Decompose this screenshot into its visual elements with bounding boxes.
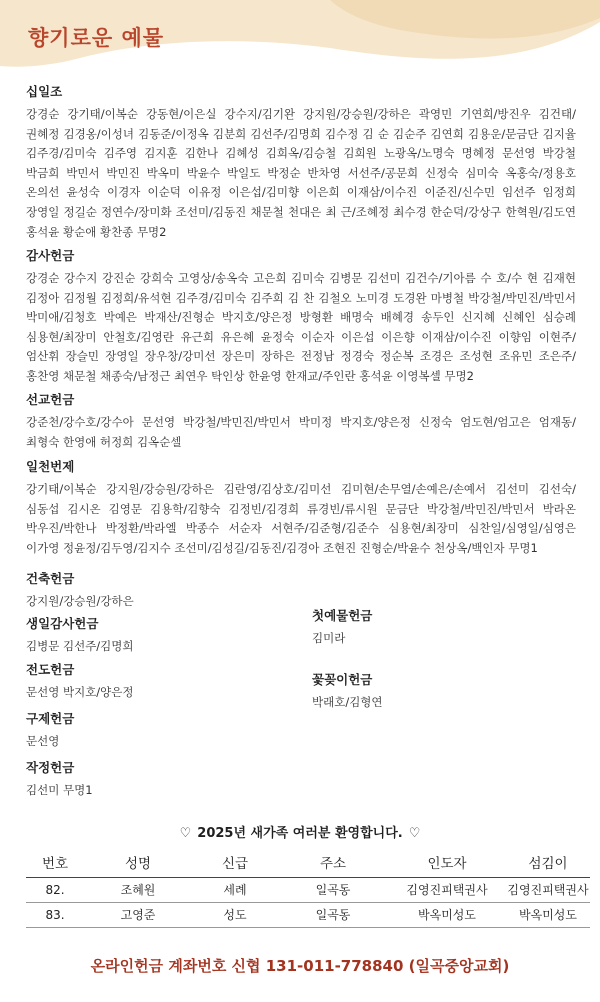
page-title: 향기로운 예물 xyxy=(28,26,165,50)
section-names: 박래호/김형연 xyxy=(312,695,383,709)
column-header: 성명 xyxy=(84,848,192,878)
first-offering-section xyxy=(312,606,572,649)
table-cell: 일곡동 xyxy=(278,903,388,928)
table-cell: 일곡동 xyxy=(278,878,388,903)
column-header: 번호 xyxy=(26,848,84,878)
section-title: 첫예물헌금 xyxy=(312,608,373,623)
table-cell: 세례 xyxy=(192,878,278,903)
table-cell: 고영준 xyxy=(84,903,192,928)
section-names: 문선영 xyxy=(26,734,60,748)
new-members-table xyxy=(26,848,590,928)
section-title: 작정헌금 xyxy=(26,760,75,775)
table-cell: 조혜원 xyxy=(84,878,192,903)
section-names: 강기태/이복순 강지원/강승원/강하은 김란영/김상호/김미선 김미현/손무열/손예은/손예서 김선미 김선숙/심동섭 김시온 김영문 김용학/김향숙 김정빈/김경희 류경빈/류시원 문금단 박강철/박민진/박민서 박라온 박우진/박한나 박정환/박라엘 박종수 서순자 서현주/김준형/김준수 심용현/최장미 심찬일/심영일/심영은 이가영 정윤정/김두영/김지수 조선미/김성길/김동진/김경아 조현진 진형순/박윤수 천상옥/백인자 무명1 xyxy=(26,482,576,555)
column-header: 주소 xyxy=(278,848,388,878)
table-cell: 82. xyxy=(26,878,84,903)
section-title: 감사헌금 xyxy=(26,248,75,263)
section-names: 문선영 박지호/양은정 xyxy=(26,685,134,699)
section-title: 생일감사헌금 xyxy=(26,616,99,631)
heart-icon: ♡ xyxy=(179,826,192,841)
section-names: 김미라 xyxy=(312,631,346,645)
section-title: 전도헌금 xyxy=(26,662,75,677)
section-title: 일천번제 xyxy=(26,459,75,474)
evangelism-section xyxy=(26,660,296,703)
table-cell: 박옥미성도 xyxy=(388,903,506,928)
column-header: 신급 xyxy=(192,848,278,878)
welcome-banner xyxy=(0,822,600,841)
table-cell: 성도 xyxy=(192,903,278,928)
section-names: 강준천/강수호/강수아 문선영 박강철/박민진/박민서 박미정 박지호/양은정 신정숙 엄도현/엄고은 엄재동/최형숙 한영애 허정희 김옥순셀 xyxy=(26,415,576,449)
section-title: 꽃꽂이헌금 xyxy=(312,672,373,687)
section-title: 십일조 xyxy=(26,84,63,99)
birthday-thanks-section xyxy=(26,614,296,657)
thanks-section xyxy=(26,246,576,387)
table-cell: 김영진피택권사 xyxy=(388,878,506,903)
section-names: 김병문 김선주/김명희 xyxy=(26,639,134,653)
table-header-row xyxy=(26,848,590,878)
welcome-text: 2025년 새가족 여러분 환영합니다. xyxy=(197,826,403,841)
relief-section xyxy=(26,709,296,752)
table-cell: 83. xyxy=(26,903,84,928)
heart-icon: ♡ xyxy=(408,826,421,841)
table-row xyxy=(26,903,590,928)
section-title: 선교헌금 xyxy=(26,392,75,407)
mission-section xyxy=(26,390,576,452)
first-week-section xyxy=(26,457,576,558)
column-header: 인도자 xyxy=(388,848,506,878)
section-names: 김선미 무명1 xyxy=(26,783,93,797)
special-section xyxy=(26,758,296,801)
section-names: 강경순 강기태/이복순 강동현/이은실 강수지/김기완 강지원/강승원/강하은 곽영민 기연희/방진우 김건태/권혜정 김경옹/이성녀 김동준/이정옥 김분희 김선주/김명희 김수정 김 순 김순주 김연희 김용운/문금단 김지율 김주경/김미숙 김주영 김지훈 김한나 김혜성 김희옥/김승철 김희원 노광옥/노명숙 명혜정 문선영 박강철 박금희 박민서 박민진 박옥미 박윤수 박일도 박정순 반차영 서선주/공문희 신정숙 심미숙 옥홍숙/정용호 온의선 윤성숙 이경자 이순덕 이유정 이은섭/김미향 이은희 이재삼/이수진 이준진/신수민 임선주 임정희 장영일 정길순 정연수/장미화 조선미/김동진 채문철 천대은 최 근/조혜정 최수경 한순덕/강상구 한혁원/김도연 홍석윤 황순애 황찬종 무명2 xyxy=(26,107,577,239)
table-cell: 김영진피택권사 xyxy=(506,878,590,903)
section-title: 건축헌금 xyxy=(26,571,75,586)
table-cell: 박옥미성도 xyxy=(506,903,590,928)
header-band xyxy=(0,0,600,80)
flower-section xyxy=(312,670,572,713)
column-header: 섬김이 xyxy=(506,848,590,878)
online-offering-account: 온라인헌금 계좌번호 신협 131-011-778840 (일곡중앙교회) xyxy=(90,957,510,975)
section-title: 구제헌금 xyxy=(26,711,75,726)
section-names: 강경순 강수지 강진순 강희숙 고영상/송옥숙 고은희 김미숙 김병문 김선미 김건수/기아름 수 호/수 현 김재현 김정아 김정월 김정희/유석현 김주경/김미숙 김주희 김 찬 김철오 노미경 도경완 마병철 박강철/박민진/박민서 박미애/김청호 박예은 박재산/진형순 박지호/양은정 방형환 배명숙 배혜경 송두인 신지혜 신혜인 심승례 심용현/최장미 안철호/김영란 유근희 유은혜 윤정숙 이순자 이은섭 이은향 이재삼/이수진 이향임 이현주/엄산휘 장슬민 장영일 장우창/강미선 장은미 장하은 전정남 정경숙 정순복 조경은 조성현 조유민 조은주/홍찬영 채문철 채종숙/남정근 최연우 탁인상 한윤영 한재교/주인란 홍석윤 이영복셀 무명2 xyxy=(26,271,576,383)
section-names: 강지원/강승원/강하은 xyxy=(26,594,134,608)
tithe-section xyxy=(26,82,576,242)
table-row xyxy=(26,878,590,903)
